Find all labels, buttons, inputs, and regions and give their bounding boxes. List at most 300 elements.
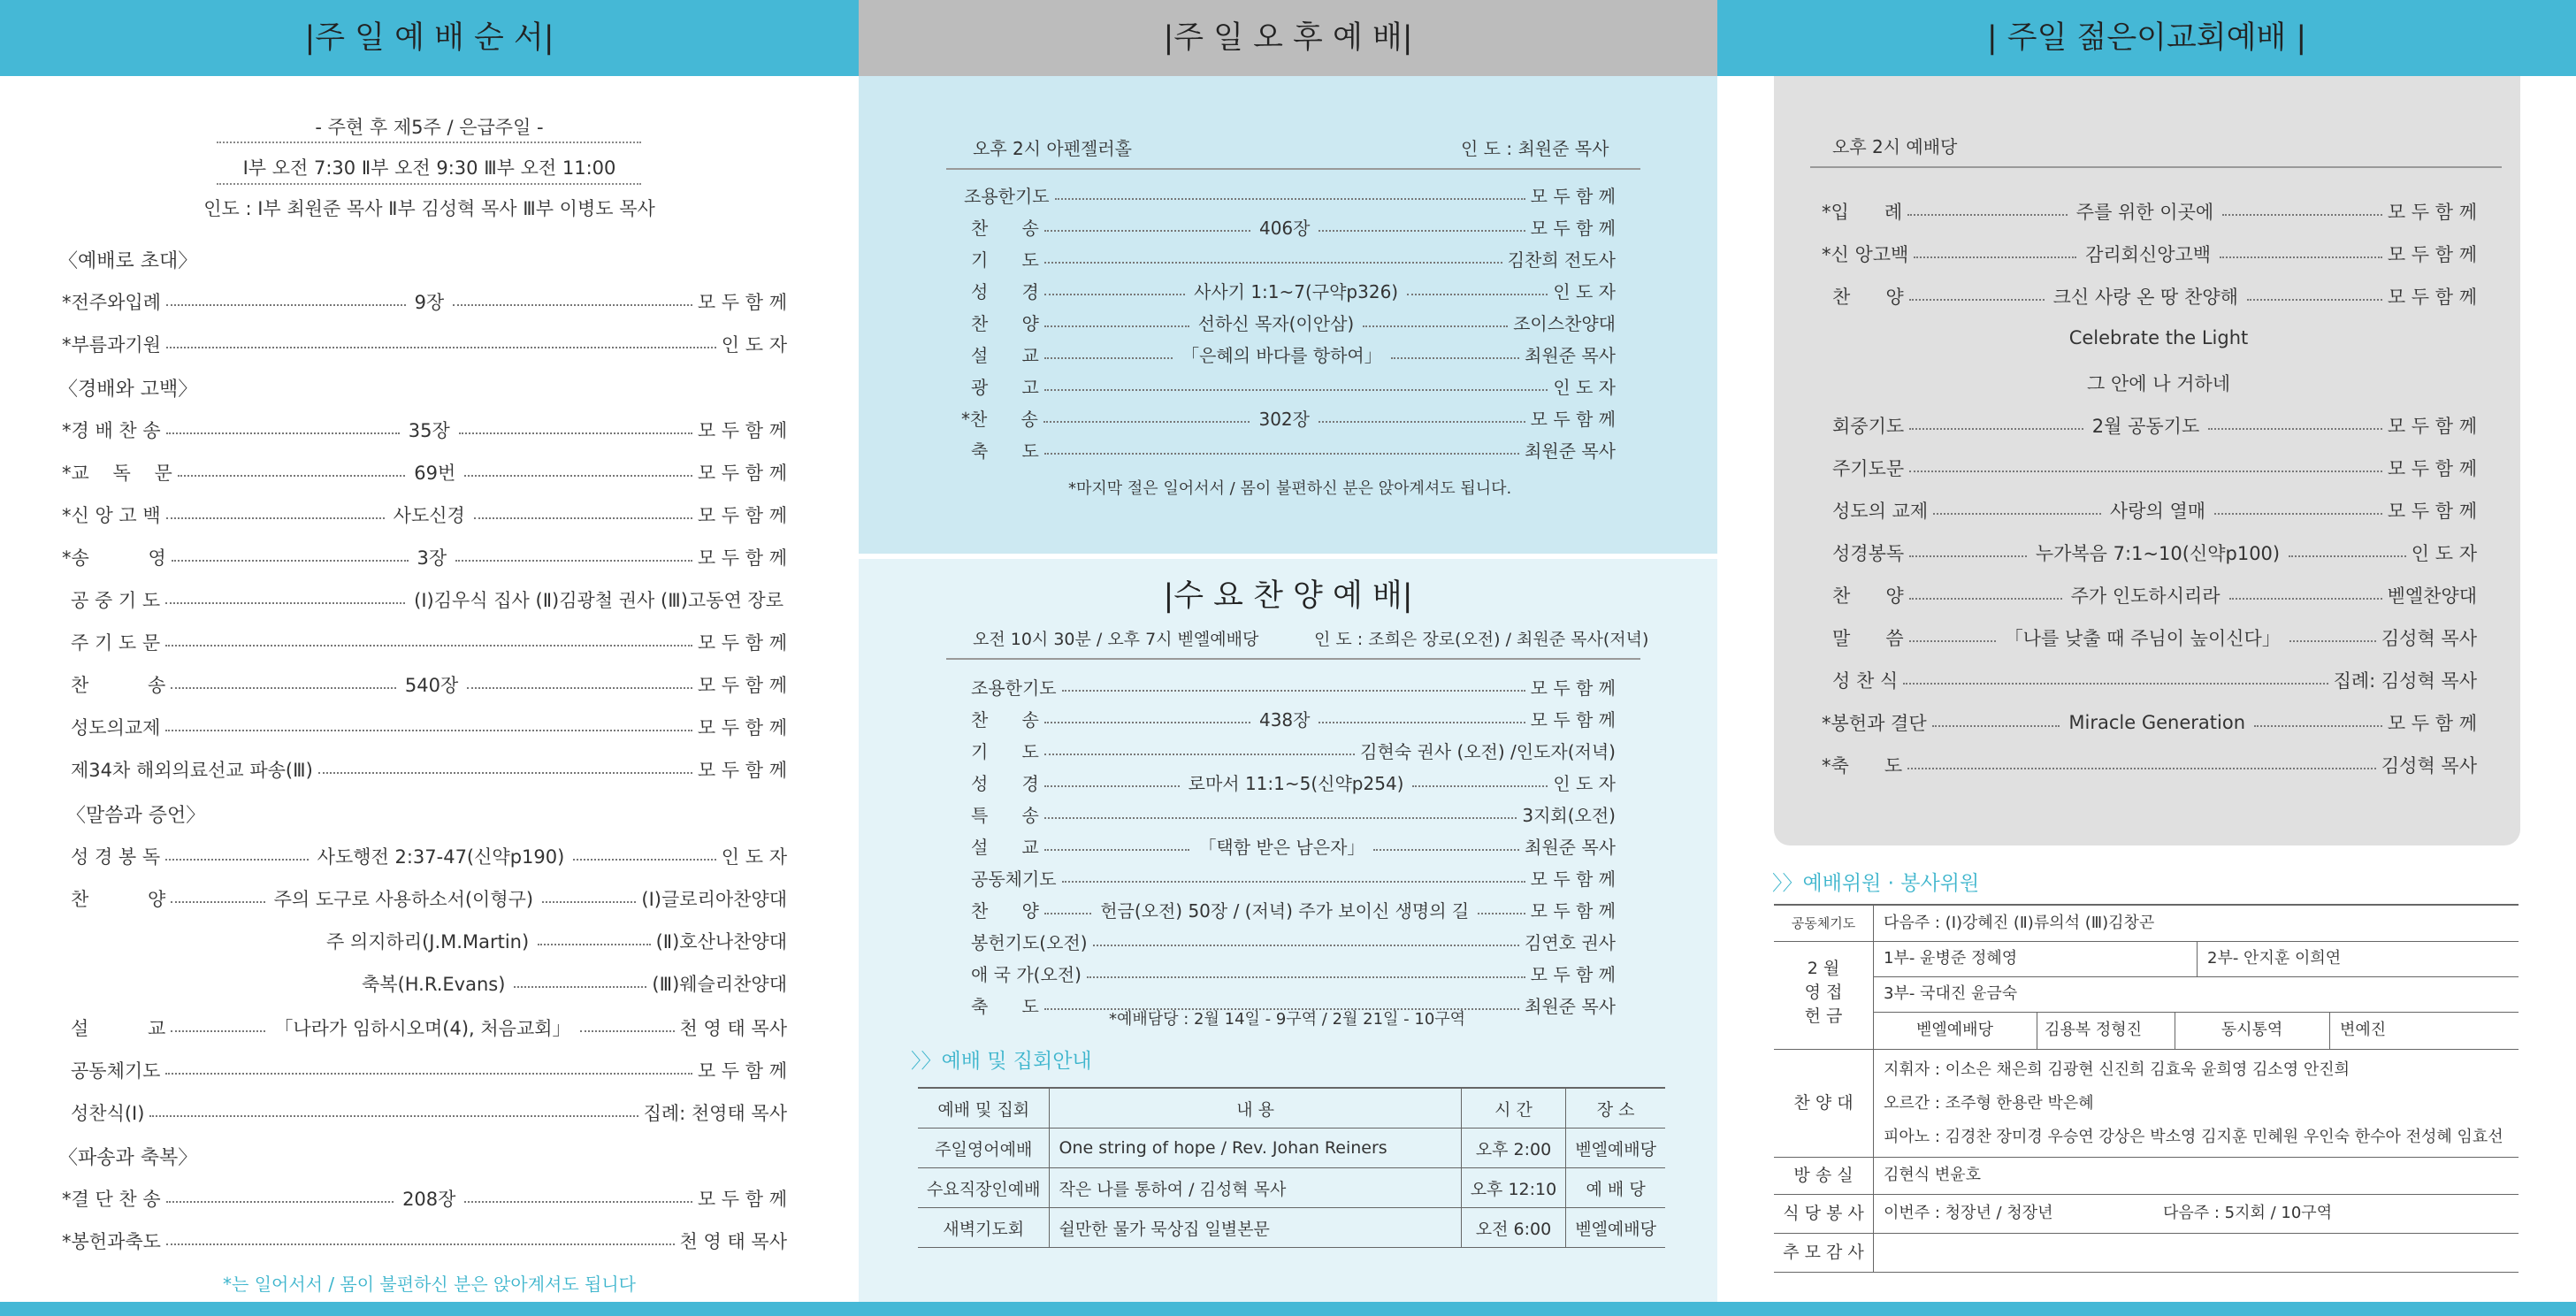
row-dots bbox=[1412, 785, 1548, 787]
row-dots bbox=[172, 560, 409, 562]
row-dots bbox=[318, 772, 692, 774]
staff-row-line bbox=[1774, 1233, 2519, 1234]
afternoon-row bbox=[964, 182, 1616, 208]
wednesday-row bbox=[971, 706, 1616, 731]
youth-row bbox=[1832, 624, 2477, 651]
row-role: 모 두 함 께 bbox=[697, 420, 788, 441]
row-content: 주의 도구로 사용하소서(이형구) bbox=[273, 889, 534, 910]
table-cell: 주일영어예배 bbox=[918, 1129, 1050, 1168]
row-role: 최원준 목사 bbox=[1525, 345, 1616, 366]
table-cell: 오후 12:10 bbox=[1461, 1168, 1566, 1208]
row-dots bbox=[467, 687, 692, 689]
row-dots bbox=[542, 901, 636, 903]
row-dots bbox=[1044, 294, 1185, 295]
wednesday-row bbox=[971, 960, 1616, 986]
row-dots bbox=[1363, 325, 1508, 327]
row-dots bbox=[1044, 754, 1355, 755]
row-role: 모 두 함 께 bbox=[697, 547, 787, 569]
row-role: 모 두 함 께 bbox=[697, 1189, 787, 1210]
staff-value: 지휘자 : 이소은 채은희 김광현 신진희 김효욱 윤희영 김소영 안진희 bbox=[1884, 1060, 2351, 1079]
row-dots bbox=[573, 859, 715, 861]
row-role: 모 두 함 께 bbox=[1530, 677, 1616, 699]
row-role: 인 도 자 bbox=[721, 846, 788, 868]
row-dots bbox=[149, 1115, 638, 1117]
song-line-2: 그 안에 나 거하네 bbox=[2086, 373, 2231, 394]
row-content: 「은혜의 바다를 항하여」 bbox=[1181, 345, 1382, 366]
row-dots bbox=[1319, 230, 1525, 232]
row-label: 성 경 봉 독 bbox=[71, 846, 161, 868]
row-content: 주를 위한 이곳에 bbox=[2075, 202, 2214, 223]
row-role: 모 두 함 께 bbox=[2387, 713, 2477, 734]
row-role: 최원준 목사 bbox=[1525, 837, 1617, 858]
row-content: 2월 공동기도 bbox=[2091, 416, 2200, 437]
staff-label: 공동체기도 bbox=[1791, 915, 1856, 931]
row-dots bbox=[165, 602, 405, 604]
staff-label: 식 당 봉 사 bbox=[1783, 1204, 1864, 1223]
row-dots bbox=[1319, 421, 1525, 423]
row-dots bbox=[1319, 722, 1525, 723]
row-role: 모 두 함 께 bbox=[697, 292, 788, 313]
table-cell: 쉴만한 물가 묵상집 일별본문 bbox=[1050, 1208, 1461, 1248]
row-label: *결 단 찬 송 bbox=[62, 1189, 161, 1210]
table-cell: 새벽기도회 bbox=[918, 1208, 1050, 1248]
row-label: 조용한기도 bbox=[971, 677, 1057, 699]
left-section-sending: 〈파송과 축복〉 bbox=[58, 1147, 198, 1169]
left-row bbox=[71, 586, 787, 613]
afternoon-row bbox=[971, 341, 1616, 367]
row-role: 모 두 함 께 bbox=[1530, 900, 1616, 922]
row-dots bbox=[514, 986, 646, 988]
row-dots bbox=[1044, 849, 1190, 851]
row-label: 성도의 교제 bbox=[1832, 501, 1929, 522]
staff-value: 이번주 : 청장년 / 청장년 bbox=[1884, 1204, 2053, 1222]
row-dots bbox=[2254, 725, 2382, 727]
row-content: 헌금(오전) 50장 / (저녁) 주가 보이신 생명의 길 bbox=[1100, 900, 1470, 922]
table-cell: One string of hope / Rev. Johan Reiners bbox=[1050, 1129, 1461, 1168]
row-label: 공동체기도 bbox=[71, 1060, 161, 1082]
row-content: 사사기 1:1~7(구약p326) bbox=[1194, 281, 1399, 302]
left-row bbox=[71, 671, 787, 698]
row-dots bbox=[2208, 428, 2382, 430]
row-label: *경 배 찬 송 bbox=[62, 420, 161, 441]
row-dots bbox=[1044, 785, 1180, 787]
row-label: 기 도 bbox=[971, 249, 1039, 271]
row-content: 540장 bbox=[404, 675, 459, 696]
row-label: 조용한기도 bbox=[964, 186, 1050, 207]
left-row bbox=[71, 1014, 787, 1041]
afternoon-row bbox=[971, 310, 1616, 335]
row-role: 인 도 자 bbox=[1553, 281, 1616, 302]
left-row bbox=[62, 459, 787, 486]
wednesday-leader: 인 도 : 조희은 장로(오전) / 최원준 목사(저녁) bbox=[1314, 630, 1649, 649]
left-note: *는 일어서서 / 몸이 불편하신 분은 앉아계셔도 됩니다 bbox=[223, 1274, 636, 1295]
youth-row bbox=[1832, 455, 2477, 481]
row-dots bbox=[2220, 256, 2382, 258]
staff-value: 피아노 : 김경찬 장미경 우승연 강상은 박소영 김지훈 민혜원 우인숙 한수아 전성혜 임효선 bbox=[1884, 1128, 2503, 1146]
row-role: 인 도 자 bbox=[721, 334, 787, 356]
row-label: 애 국 가(오전) bbox=[971, 964, 1082, 985]
left-row bbox=[71, 629, 787, 655]
youth-row bbox=[1832, 582, 2477, 608]
row-dots bbox=[580, 1030, 675, 1032]
row-role: 모 두 함 께 bbox=[697, 505, 787, 526]
row-content: 302장 bbox=[1258, 409, 1310, 430]
row-dots bbox=[171, 687, 396, 689]
row-dots bbox=[1044, 389, 1548, 391]
row-role: 집례: 천영태 목사 bbox=[643, 1103, 787, 1124]
staff-value: 벧엘예배당 bbox=[1916, 1021, 1993, 1039]
row-role: 최원준 목사 bbox=[1525, 996, 1616, 1017]
row-dots bbox=[1903, 683, 2328, 685]
row-role: 모 두 함 께 bbox=[1530, 964, 1616, 985]
row-label: *봉헌과축도 bbox=[62, 1231, 161, 1252]
row-dots bbox=[1093, 945, 1520, 946]
left-divider-bottom bbox=[217, 183, 641, 185]
left-row bbox=[62, 501, 787, 528]
row-dots bbox=[459, 432, 692, 434]
table-cell: 벧엘예배당 bbox=[1566, 1208, 1665, 1248]
row-label: 성경봉독 bbox=[1832, 543, 1905, 564]
row-label: 광 고 bbox=[971, 377, 1039, 398]
left-row bbox=[71, 885, 787, 912]
staff-row-line bbox=[1774, 1272, 2519, 1273]
left-row bbox=[323, 928, 787, 954]
row-content: 35장 bbox=[408, 420, 450, 441]
row-label: *신 앙고백 bbox=[1822, 244, 1909, 265]
staff-title: 〉〉예배위원 · 봉사위원 bbox=[1772, 872, 1980, 895]
row-label: *찬 송 bbox=[961, 409, 1038, 430]
youth-row bbox=[1822, 752, 2477, 778]
row-dots bbox=[1044, 357, 1173, 359]
wednesday-row bbox=[971, 897, 1616, 922]
row-label: 봉헌기도(오전) bbox=[971, 932, 1088, 953]
row-label: 축 도 bbox=[971, 440, 1039, 462]
left-section-word: 〈말씀과 증언〉 bbox=[66, 805, 206, 827]
afternoon-place: 오후 2시 아펜젤러홀 bbox=[973, 138, 1132, 159]
row-role: 김현숙 권사 (오전) /인도자(저녁) bbox=[1360, 741, 1616, 762]
row-content: 크신 사랑 온 땅 찬양해 bbox=[2052, 287, 2238, 308]
row-content: 9장 bbox=[414, 292, 445, 313]
row-content: 로마서 11:1~5(신약p254) bbox=[1188, 773, 1404, 794]
row-label: 회중기도 bbox=[1832, 416, 1905, 437]
row-label: 공 중 기 도 bbox=[71, 590, 161, 611]
row-label: 찬 양 bbox=[971, 900, 1039, 922]
table-cell: 작은 나를 통하여 / 김성혁 목사 bbox=[1050, 1168, 1461, 1208]
row-dots bbox=[1907, 214, 2068, 216]
row-dots bbox=[1909, 428, 2083, 430]
row-dots bbox=[2214, 513, 2382, 515]
afternoon-row bbox=[961, 405, 1616, 431]
table-cell: 오전 6:00 bbox=[1461, 1208, 1566, 1248]
row-role: 모 두 함 께 bbox=[1530, 868, 1616, 890]
youth-row bbox=[1822, 241, 2477, 267]
row-dots bbox=[1055, 198, 1525, 200]
row-dots bbox=[166, 1243, 675, 1245]
staff-cell-divider bbox=[2197, 941, 2198, 976]
row-role: 모 두 함 께 bbox=[1530, 186, 1616, 207]
row-dots bbox=[2289, 555, 2406, 557]
row-content: 주가 인도하시리라 bbox=[2070, 585, 2221, 607]
left-row bbox=[62, 544, 787, 570]
table-row bbox=[918, 1168, 1665, 1208]
row-content: 「택함 받은 남은자」 bbox=[1198, 837, 1365, 858]
row-dots bbox=[165, 859, 308, 861]
row-dots bbox=[166, 1201, 394, 1203]
song-line-1: Celebrate the Light bbox=[2068, 327, 2249, 348]
row-dots bbox=[165, 730, 692, 731]
row-role: 김연호 권사 bbox=[1525, 932, 1616, 953]
row-dots bbox=[1044, 817, 1517, 819]
left-times: Ⅰ부 오전 7:30 Ⅱ부 오전 9:30 Ⅲ부 오전 11:00 bbox=[242, 157, 616, 179]
left-row bbox=[71, 756, 787, 783]
row-label: 공동체기도 bbox=[971, 868, 1057, 890]
row-dots bbox=[1044, 722, 1250, 723]
afternoon-divider bbox=[946, 168, 1640, 170]
left-leaders: 인도 : Ⅰ부 최원준 목사 Ⅱ부 김성혁 목사 Ⅲ부 이병도 목사 bbox=[203, 198, 655, 219]
row-role: 모 두 함 께 bbox=[2387, 287, 2478, 308]
row-dots bbox=[1909, 555, 2027, 557]
table-cell: 오후 2:00 bbox=[1461, 1129, 1566, 1168]
left-subtitle: - 주현 후 제5주 / 은급주일 - bbox=[315, 117, 544, 138]
youth-divider bbox=[1810, 166, 2502, 168]
row-dots bbox=[464, 1201, 692, 1203]
afternoon-row bbox=[971, 373, 1616, 399]
row-dots bbox=[1933, 513, 2101, 515]
row-label: *축 도 bbox=[1822, 755, 1903, 777]
row-label: 특 송 bbox=[971, 805, 1039, 826]
row-role: 모 두 함 께 bbox=[1530, 709, 1616, 731]
row-label: *신 앙 고 백 bbox=[62, 505, 161, 526]
row-role: 인 도 자 bbox=[1553, 773, 1616, 794]
staff-label-divider bbox=[1873, 906, 1874, 1272]
row-content: 69번 bbox=[414, 463, 456, 484]
row-role: 조이스찬양대 bbox=[1513, 313, 1616, 334]
row-role: 모 두 함 께 bbox=[1530, 218, 1616, 239]
row-content: 선하신 목자(이안삼) bbox=[1197, 313, 1355, 334]
row-label: 축 도 bbox=[971, 996, 1039, 1017]
row-label: 설 교 bbox=[971, 345, 1039, 366]
row-dots bbox=[166, 432, 400, 434]
row-role: 모 두 함 께 bbox=[697, 675, 787, 696]
row-role: 모 두 함 께 bbox=[2387, 458, 2477, 479]
staff-row-line bbox=[1774, 1049, 2519, 1050]
row-role: 모 두 함 께 bbox=[2387, 416, 2478, 437]
staff-label: 추 모 감 사 bbox=[1783, 1243, 1864, 1262]
row-dots bbox=[178, 475, 406, 477]
row-label: 찬 양 bbox=[971, 313, 1039, 334]
youth-row bbox=[1832, 283, 2477, 310]
middle-title: |주 일 오 후 예 배| bbox=[1163, 20, 1413, 56]
row-dots bbox=[1044, 913, 1091, 914]
wednesday-row bbox=[971, 865, 1616, 891]
row-role: 모 두 함 께 bbox=[697, 760, 787, 781]
row-dots bbox=[455, 560, 692, 562]
row-dots bbox=[1909, 640, 1996, 642]
row-dots bbox=[1391, 357, 1519, 359]
row-dots bbox=[1044, 325, 1189, 327]
row-dots bbox=[1062, 690, 1525, 692]
wednesday-title: |수 요 찬 양 예 배| bbox=[1163, 578, 1413, 614]
row-role: 모 두 함 께 bbox=[697, 717, 787, 738]
row-label: *교 독 문 bbox=[62, 463, 172, 484]
row-role: (Ⅲ)웨슬리찬양대 bbox=[652, 974, 787, 995]
meetings-table bbox=[918, 1087, 1665, 1248]
row-content: 사도신경 bbox=[393, 505, 465, 526]
left-row bbox=[62, 1185, 787, 1212]
row-role: 모 두 함 께 bbox=[2387, 244, 2478, 265]
row-dots bbox=[1914, 256, 2076, 258]
row-label: *봉헌과 결단 bbox=[1822, 713, 1927, 734]
staff-value: 오르간 : 조주형 한용란 박은혜 bbox=[1884, 1094, 2094, 1113]
row-dots bbox=[1909, 598, 2062, 600]
row-content: 누가복음 7:1~10(신약p100) bbox=[2035, 543, 2281, 564]
staff-value: 다음주 : (Ⅰ)강혜진 (Ⅱ)류의석 (Ⅲ)김창곤 bbox=[1884, 914, 2155, 932]
row-role: (Ⅱ)호산나찬양대 bbox=[655, 931, 787, 953]
left-row bbox=[62, 417, 787, 443]
left-row bbox=[62, 331, 787, 357]
wednesday-row bbox=[971, 929, 1616, 954]
youth-place: 오후 2시 예배당 bbox=[1832, 136, 1958, 157]
row-role: 인 도 자 bbox=[2411, 543, 2477, 564]
row-dots bbox=[2247, 299, 2382, 301]
row-label: 성찬식(Ⅰ) bbox=[71, 1103, 145, 1124]
wednesday-row bbox=[971, 769, 1616, 795]
staff-value: 1부- 윤병준 정혜영 bbox=[1884, 949, 2018, 968]
table-row bbox=[918, 1129, 1665, 1168]
row-label: 성 경 bbox=[971, 773, 1039, 794]
row-label: *전주와입례 bbox=[62, 292, 161, 313]
row-content: 축복(H.R.Evans) bbox=[362, 974, 506, 995]
row-dots bbox=[1044, 453, 1519, 455]
row-dots bbox=[1087, 976, 1525, 978]
row-role: 집례: 김성혁 목사 bbox=[2333, 670, 2477, 692]
row-content: 주 의지하리(J.M.Martin) bbox=[326, 931, 530, 953]
row-dots bbox=[1909, 471, 2382, 472]
row-dots bbox=[171, 901, 264, 903]
row-dots bbox=[165, 645, 692, 647]
row-content: 3장 bbox=[417, 547, 447, 569]
left-row bbox=[71, 1099, 787, 1126]
row-dots bbox=[1478, 913, 1525, 914]
afternoon-row bbox=[971, 278, 1616, 303]
right-title: | 주일 젊은이교회예배 | bbox=[1986, 20, 2307, 56]
row-role: 김성혁 목사 bbox=[2381, 755, 2477, 777]
left-row bbox=[71, 714, 787, 740]
wednesday-row bbox=[971, 738, 1616, 763]
afternoon-row bbox=[971, 437, 1616, 463]
staff-value: 김현식 변윤호 bbox=[1884, 1166, 1982, 1184]
afternoon-leader: 인 도 : 최원준 목사 bbox=[1461, 138, 1609, 159]
header-cell: 예배 및 집회 bbox=[918, 1088, 1050, 1129]
row-role: 최원준 목사 bbox=[1525, 440, 1616, 462]
table-cell: 예 배 당 bbox=[1566, 1168, 1665, 1208]
row-content: 사도행전 2:37-47(신약p190) bbox=[317, 846, 565, 868]
row-content: 406장 bbox=[1258, 218, 1311, 239]
staff-label: 방 송 실 bbox=[1793, 1166, 1854, 1185]
row-dots bbox=[166, 517, 385, 519]
wednesday-row bbox=[971, 674, 1616, 700]
row-dots bbox=[165, 1073, 692, 1075]
row-role: 김성혁 목사 bbox=[2381, 628, 2477, 649]
row-role: 모 두 함 께 bbox=[2387, 202, 2477, 223]
left-section-invite: 〈예배로 초대〉 bbox=[58, 250, 198, 272]
row-label: 말 씀 bbox=[1832, 628, 1904, 649]
header-cell: 장 소 bbox=[1566, 1088, 1665, 1129]
row-dots bbox=[1373, 849, 1519, 851]
row-role: 모 두 함 께 bbox=[697, 1060, 787, 1082]
afternoon-row bbox=[971, 214, 1616, 240]
header-cell: 내 용 bbox=[1050, 1088, 1461, 1129]
row-label: 주 기 도 문 bbox=[71, 632, 161, 654]
row-label: 성 찬 식 bbox=[1832, 670, 1899, 692]
youth-row bbox=[1832, 539, 2477, 566]
row-dots bbox=[464, 475, 692, 477]
row-label: 제34차 해외의료선교 파송(Ⅲ) bbox=[71, 760, 313, 781]
staff-value: 2부- 안지훈 이희연 bbox=[2207, 949, 2342, 968]
row-label: 주기도문 bbox=[1832, 458, 1905, 479]
row-role: 벧엘찬양대 bbox=[2387, 585, 2477, 607]
afternoon-note: *마지막 절은 일어서서 / 몸이 불편하신 분은 앉아계셔도 됩니다. bbox=[1068, 479, 1512, 498]
row-content: 438장 bbox=[1258, 709, 1311, 731]
staff-value: 김용복 정형진 bbox=[2045, 1021, 2143, 1039]
row-label: 설 교 bbox=[971, 837, 1039, 858]
left-row bbox=[62, 1228, 787, 1254]
staff-value: 동시통역 bbox=[2221, 1021, 2283, 1039]
youth-row bbox=[1832, 412, 2477, 439]
row-role: 모 두 함 께 bbox=[697, 632, 787, 654]
staff-value: 다음주 : 5지회 / 10구역 bbox=[2163, 1204, 2333, 1222]
row-dots bbox=[1907, 768, 2376, 769]
row-content: 「나라가 임하시오며(4), 처음교회」 bbox=[274, 1018, 571, 1039]
row-label: 찬 송 bbox=[71, 675, 166, 696]
row-role: 김찬희 전도사 bbox=[1507, 249, 1616, 271]
row-label: 찬 양 bbox=[1832, 585, 1904, 607]
table-header bbox=[918, 1088, 1665, 1129]
row-content: 「나를 낮출 때 주님이 높이신다」 bbox=[2004, 628, 2281, 649]
row-content: 사랑의 열매 bbox=[2109, 501, 2206, 522]
left-row bbox=[71, 843, 787, 869]
staff-value: 변예진 bbox=[2340, 1021, 2387, 1039]
staff-label: 2 월 영 접 헌 금 bbox=[1804, 959, 1843, 1026]
left-section-worship: 〈경배와 고백〉 bbox=[58, 379, 198, 401]
youth-row bbox=[1822, 198, 2477, 225]
row-label: *부름과기원 bbox=[62, 334, 161, 356]
wednesday-row bbox=[971, 801, 1616, 827]
row-dots bbox=[171, 1030, 265, 1032]
row-content: 감리회신앙고백 bbox=[2085, 244, 2212, 265]
row-label: *입 례 bbox=[1822, 202, 1903, 223]
row-dots bbox=[1043, 421, 1250, 423]
header-cell: 시 간 bbox=[1461, 1088, 1566, 1129]
wednesday-row bbox=[971, 833, 1616, 859]
row-role: 3지회(오전) bbox=[1522, 805, 1616, 826]
left-divider-top bbox=[217, 142, 641, 143]
afternoon-row bbox=[971, 246, 1616, 272]
row-role: 천 영 태 목사 bbox=[679, 1018, 788, 1039]
row-dots bbox=[1407, 294, 1548, 295]
row-content: Miracle Generation bbox=[2068, 712, 2246, 733]
row-dots bbox=[1044, 262, 1502, 264]
row-dots bbox=[453, 304, 692, 306]
bottom-bar bbox=[0, 1302, 2576, 1316]
youth-row bbox=[1822, 709, 2477, 736]
row-label: 찬 송 bbox=[971, 709, 1039, 731]
row-role: (Ⅰ)글로리아찬양대 bbox=[641, 889, 788, 910]
row-role: 모 두 함 께 bbox=[1530, 409, 1616, 430]
row-dots bbox=[166, 347, 716, 348]
staff-cell-divider bbox=[2329, 1012, 2330, 1049]
row-dots bbox=[166, 304, 406, 306]
